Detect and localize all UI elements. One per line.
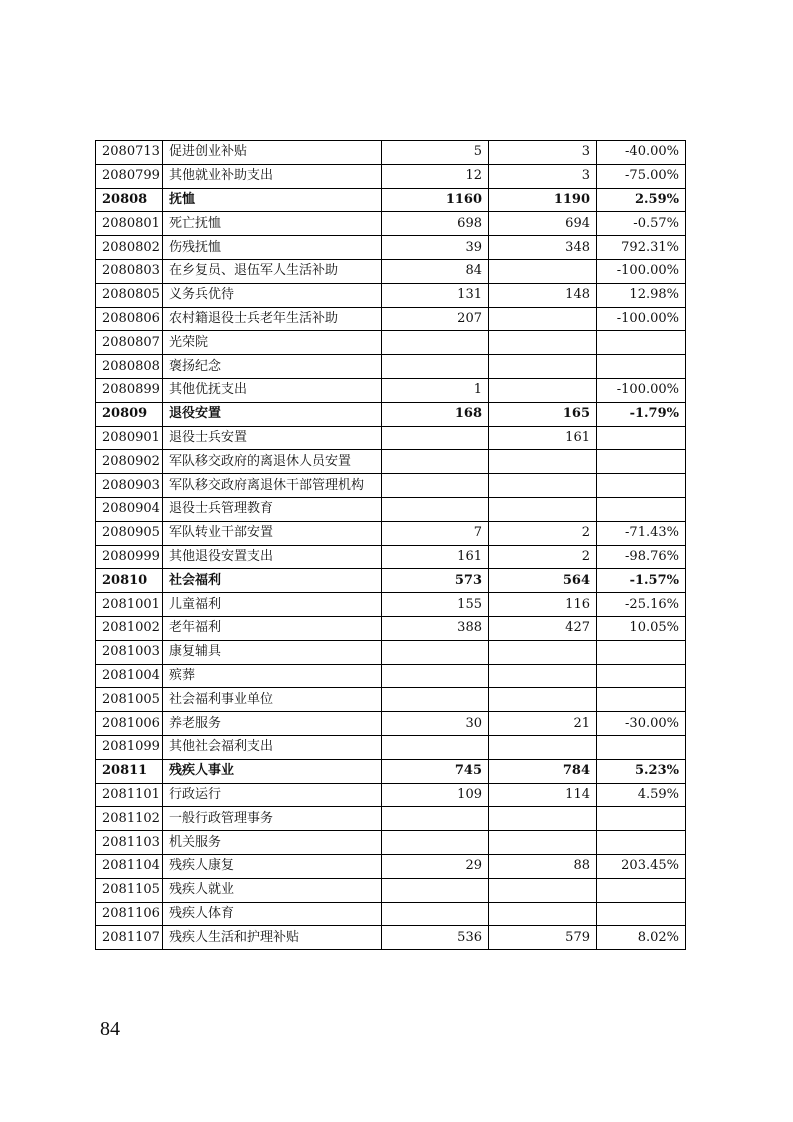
account-name-cell: 其他就业补助支出 — [163, 164, 382, 188]
table-row — [96, 450, 686, 474]
prior-amount-cell — [382, 807, 489, 831]
account-name-cell: 残疾人体育 — [163, 902, 382, 926]
account-code-cell: 2081107 — [96, 926, 163, 950]
prior-amount-cell: 698 — [382, 212, 489, 236]
table-row — [96, 831, 686, 855]
change-percent-cell — [597, 640, 686, 664]
account-code-cell: 2081005 — [96, 688, 163, 712]
change-percent-cell — [597, 497, 686, 521]
current-amount-cell: 564 — [489, 569, 597, 593]
account-name-cell: 光荣院 — [163, 331, 382, 355]
account-name-cell: 伤残抚恤 — [163, 236, 382, 260]
account-code-cell: 20810 — [96, 569, 163, 593]
current-amount-cell: 784 — [489, 759, 597, 783]
change-percent-cell: -0.57% — [597, 212, 686, 236]
account-name-cell: 退役士兵管理教育 — [163, 497, 382, 521]
account-code-cell: 20808 — [96, 188, 163, 212]
account-name-cell: 残疾人生活和护理补贴 — [163, 926, 382, 950]
prior-amount-cell — [382, 355, 489, 379]
table-row — [96, 307, 686, 331]
current-amount-cell — [489, 735, 597, 759]
change-percent-cell: -71.43% — [597, 521, 686, 545]
prior-amount-cell: 7 — [382, 521, 489, 545]
current-amount-cell — [489, 831, 597, 855]
account-name-cell: 死亡抚恤 — [163, 212, 382, 236]
table-row — [96, 212, 686, 236]
change-percent-cell: -30.00% — [597, 712, 686, 736]
account-code-cell: 2080799 — [96, 164, 163, 188]
change-percent-cell — [597, 331, 686, 355]
account-name-cell: 残疾人就业 — [163, 878, 382, 902]
prior-amount-cell — [382, 450, 489, 474]
table-row — [96, 926, 686, 950]
prior-amount-cell — [382, 474, 489, 498]
current-amount-cell — [489, 664, 597, 688]
prior-amount-cell — [382, 902, 489, 926]
table-row-category — [96, 569, 686, 593]
prior-amount-cell — [382, 831, 489, 855]
current-amount-cell — [489, 474, 597, 498]
current-amount-cell: 3 — [489, 141, 597, 165]
current-amount-cell: 348 — [489, 236, 597, 260]
account-name-cell: 机关服务 — [163, 831, 382, 855]
change-percent-cell — [597, 902, 686, 926]
current-amount-cell: 161 — [489, 426, 597, 450]
change-percent-cell — [597, 474, 686, 498]
table-row-category — [96, 402, 686, 426]
account-code-cell: 2081102 — [96, 807, 163, 831]
account-name-cell: 在乡复员、退伍军人生活补助 — [163, 259, 382, 283]
prior-amount-cell: 1160 — [382, 188, 489, 212]
table-row — [96, 497, 686, 521]
change-percent-cell — [597, 831, 686, 855]
change-percent-cell: -40.00% — [597, 141, 686, 165]
prior-amount-cell — [382, 664, 489, 688]
change-percent-cell — [597, 807, 686, 831]
account-name-cell: 褒扬纪念 — [163, 355, 382, 379]
account-name-cell: 殡葬 — [163, 664, 382, 688]
account-name-cell: 退役士兵安置 — [163, 426, 382, 450]
current-amount-cell: 114 — [489, 783, 597, 807]
prior-amount-cell: 84 — [382, 259, 489, 283]
table-row — [96, 378, 686, 402]
account-code-cell: 2080801 — [96, 212, 163, 236]
current-amount-cell: 579 — [489, 926, 597, 950]
current-amount-cell — [489, 497, 597, 521]
account-name-cell: 一般行政管理事务 — [163, 807, 382, 831]
table-row — [96, 521, 686, 545]
current-amount-cell: 2 — [489, 545, 597, 569]
table-row — [96, 593, 686, 617]
table-row — [96, 355, 686, 379]
change-percent-cell: -100.00% — [597, 378, 686, 402]
change-percent-cell — [597, 355, 686, 379]
table-row — [96, 712, 686, 736]
change-percent-cell: 12.98% — [597, 283, 686, 307]
account-code-cell: 2081003 — [96, 640, 163, 664]
account-code-cell: 2080803 — [96, 259, 163, 283]
prior-amount-cell: 30 — [382, 712, 489, 736]
account-name-cell: 其他社会福利支出 — [163, 735, 382, 759]
change-percent-cell — [597, 426, 686, 450]
budget-table-body — [96, 141, 686, 950]
page-number: 84 — [100, 1018, 120, 1040]
prior-amount-cell: 745 — [382, 759, 489, 783]
prior-amount-cell — [382, 640, 489, 664]
change-percent-cell: 5.23% — [597, 759, 686, 783]
current-amount-cell — [489, 878, 597, 902]
change-percent-cell: -1.79% — [597, 402, 686, 426]
table-row — [96, 640, 686, 664]
account-code-cell: 2081002 — [96, 616, 163, 640]
current-amount-cell — [489, 807, 597, 831]
current-amount-cell: 3 — [489, 164, 597, 188]
account-code-cell: 2080901 — [96, 426, 163, 450]
prior-amount-cell: 388 — [382, 616, 489, 640]
account-code-cell: 2080902 — [96, 450, 163, 474]
prior-amount-cell: 12 — [382, 164, 489, 188]
account-name-cell: 社会福利 — [163, 569, 382, 593]
account-name-cell: 康复辅具 — [163, 640, 382, 664]
prior-amount-cell: 536 — [382, 926, 489, 950]
current-amount-cell — [489, 902, 597, 926]
current-amount-cell: 116 — [489, 593, 597, 617]
prior-amount-cell — [382, 426, 489, 450]
change-percent-cell — [597, 878, 686, 902]
account-code-cell: 2080905 — [96, 521, 163, 545]
current-amount-cell: 427 — [489, 616, 597, 640]
change-percent-cell — [597, 688, 686, 712]
prior-amount-cell — [382, 688, 489, 712]
account-name-cell: 义务兵优待 — [163, 283, 382, 307]
prior-amount-cell — [382, 331, 489, 355]
account-code-cell: 20809 — [96, 402, 163, 426]
prior-amount-cell: 131 — [382, 283, 489, 307]
prior-amount-cell: 155 — [382, 593, 489, 617]
prior-amount-cell — [382, 735, 489, 759]
change-percent-cell: 8.02% — [597, 926, 686, 950]
table-row — [96, 902, 686, 926]
table-row — [96, 854, 686, 878]
account-code-cell: 2080808 — [96, 355, 163, 379]
account-name-cell: 军队移交政府的离退休人员安置 — [163, 450, 382, 474]
current-amount-cell: 694 — [489, 212, 597, 236]
current-amount-cell — [489, 307, 597, 331]
account-name-cell: 行政运行 — [163, 783, 382, 807]
account-code-cell: 2080805 — [96, 283, 163, 307]
account-code-cell: 2080999 — [96, 545, 163, 569]
table-row — [96, 783, 686, 807]
account-code-cell: 2081099 — [96, 735, 163, 759]
table-row — [96, 688, 686, 712]
table-row — [96, 141, 686, 165]
current-amount-cell: 2 — [489, 521, 597, 545]
current-amount-cell — [489, 259, 597, 283]
table-row — [96, 664, 686, 688]
change-percent-cell: -25.16% — [597, 593, 686, 617]
change-percent-cell: -1.57% — [597, 569, 686, 593]
change-percent-cell: 4.59% — [597, 783, 686, 807]
change-percent-cell: 10.05% — [597, 616, 686, 640]
change-percent-cell — [597, 664, 686, 688]
account-code-cell: 2081103 — [96, 831, 163, 855]
table-row — [96, 545, 686, 569]
table-row — [96, 164, 686, 188]
table-row — [96, 331, 686, 355]
table-row-category — [96, 188, 686, 212]
prior-amount-cell: 161 — [382, 545, 489, 569]
prior-amount-cell: 573 — [382, 569, 489, 593]
current-amount-cell — [489, 450, 597, 474]
account-code-cell: 20811 — [96, 759, 163, 783]
account-name-cell: 残疾人康复 — [163, 854, 382, 878]
current-amount-cell: 165 — [489, 402, 597, 426]
account-name-cell: 军队转业干部安置 — [163, 521, 382, 545]
table-row — [96, 807, 686, 831]
account-code-cell: 2081104 — [96, 854, 163, 878]
current-amount-cell — [489, 688, 597, 712]
account-name-cell: 儿童福利 — [163, 593, 382, 617]
change-percent-cell: 2.59% — [597, 188, 686, 212]
account-code-cell: 2081004 — [96, 664, 163, 688]
current-amount-cell: 21 — [489, 712, 597, 736]
account-code-cell: 2081006 — [96, 712, 163, 736]
account-name-cell: 退役安置 — [163, 402, 382, 426]
account-name-cell: 社会福利事业单位 — [163, 688, 382, 712]
change-percent-cell: -75.00% — [597, 164, 686, 188]
prior-amount-cell: 29 — [382, 854, 489, 878]
account-name-cell: 老年福利 — [163, 616, 382, 640]
account-code-cell: 2080904 — [96, 497, 163, 521]
prior-amount-cell: 5 — [382, 141, 489, 165]
prior-amount-cell: 109 — [382, 783, 489, 807]
table-row — [96, 259, 686, 283]
table-row-category — [96, 759, 686, 783]
account-name-cell: 其他退役安置支出 — [163, 545, 382, 569]
current-amount-cell: 88 — [489, 854, 597, 878]
account-code-cell: 2080903 — [96, 474, 163, 498]
table-row — [96, 426, 686, 450]
table-row — [96, 735, 686, 759]
account-name-cell: 养老服务 — [163, 712, 382, 736]
change-percent-cell: 792.31% — [597, 236, 686, 260]
current-amount-cell: 1190 — [489, 188, 597, 212]
account-code-cell: 2081106 — [96, 902, 163, 926]
account-code-cell: 2080807 — [96, 331, 163, 355]
change-percent-cell: -98.76% — [597, 545, 686, 569]
table-row — [96, 616, 686, 640]
account-code-cell: 2081105 — [96, 878, 163, 902]
current-amount-cell — [489, 378, 597, 402]
account-name-cell: 抚恤 — [163, 188, 382, 212]
account-code-cell: 2080802 — [96, 236, 163, 260]
table-row — [96, 283, 686, 307]
account-code-cell: 2080806 — [96, 307, 163, 331]
change-percent-cell — [597, 450, 686, 474]
prior-amount-cell: 168 — [382, 402, 489, 426]
account-code-cell: 2080713 — [96, 141, 163, 165]
account-name-cell: 军队移交政府离退休干部管理机构 — [163, 474, 382, 498]
account-code-cell: 2081101 — [96, 783, 163, 807]
account-name-cell: 其他优抚支出 — [163, 378, 382, 402]
account-name-cell: 促进创业补贴 — [163, 141, 382, 165]
prior-amount-cell: 39 — [382, 236, 489, 260]
change-percent-cell: 203.45% — [597, 854, 686, 878]
prior-amount-cell: 207 — [382, 307, 489, 331]
change-percent-cell: -100.00% — [597, 307, 686, 331]
prior-amount-cell — [382, 878, 489, 902]
prior-amount-cell: 1 — [382, 378, 489, 402]
account-name-cell: 农村籍退役士兵老年生活补助 — [163, 307, 382, 331]
current-amount-cell — [489, 331, 597, 355]
table-row — [96, 878, 686, 902]
account-name-cell: 残疾人事业 — [163, 759, 382, 783]
prior-amount-cell — [382, 497, 489, 521]
current-amount-cell — [489, 355, 597, 379]
current-amount-cell: 148 — [489, 283, 597, 307]
current-amount-cell — [489, 640, 597, 664]
account-code-cell: 2080899 — [96, 378, 163, 402]
account-code-cell: 2081001 — [96, 593, 163, 617]
table-row — [96, 474, 686, 498]
change-percent-cell — [597, 735, 686, 759]
budget-table — [95, 140, 686, 950]
change-percent-cell: -100.00% — [597, 259, 686, 283]
table-row — [96, 236, 686, 260]
